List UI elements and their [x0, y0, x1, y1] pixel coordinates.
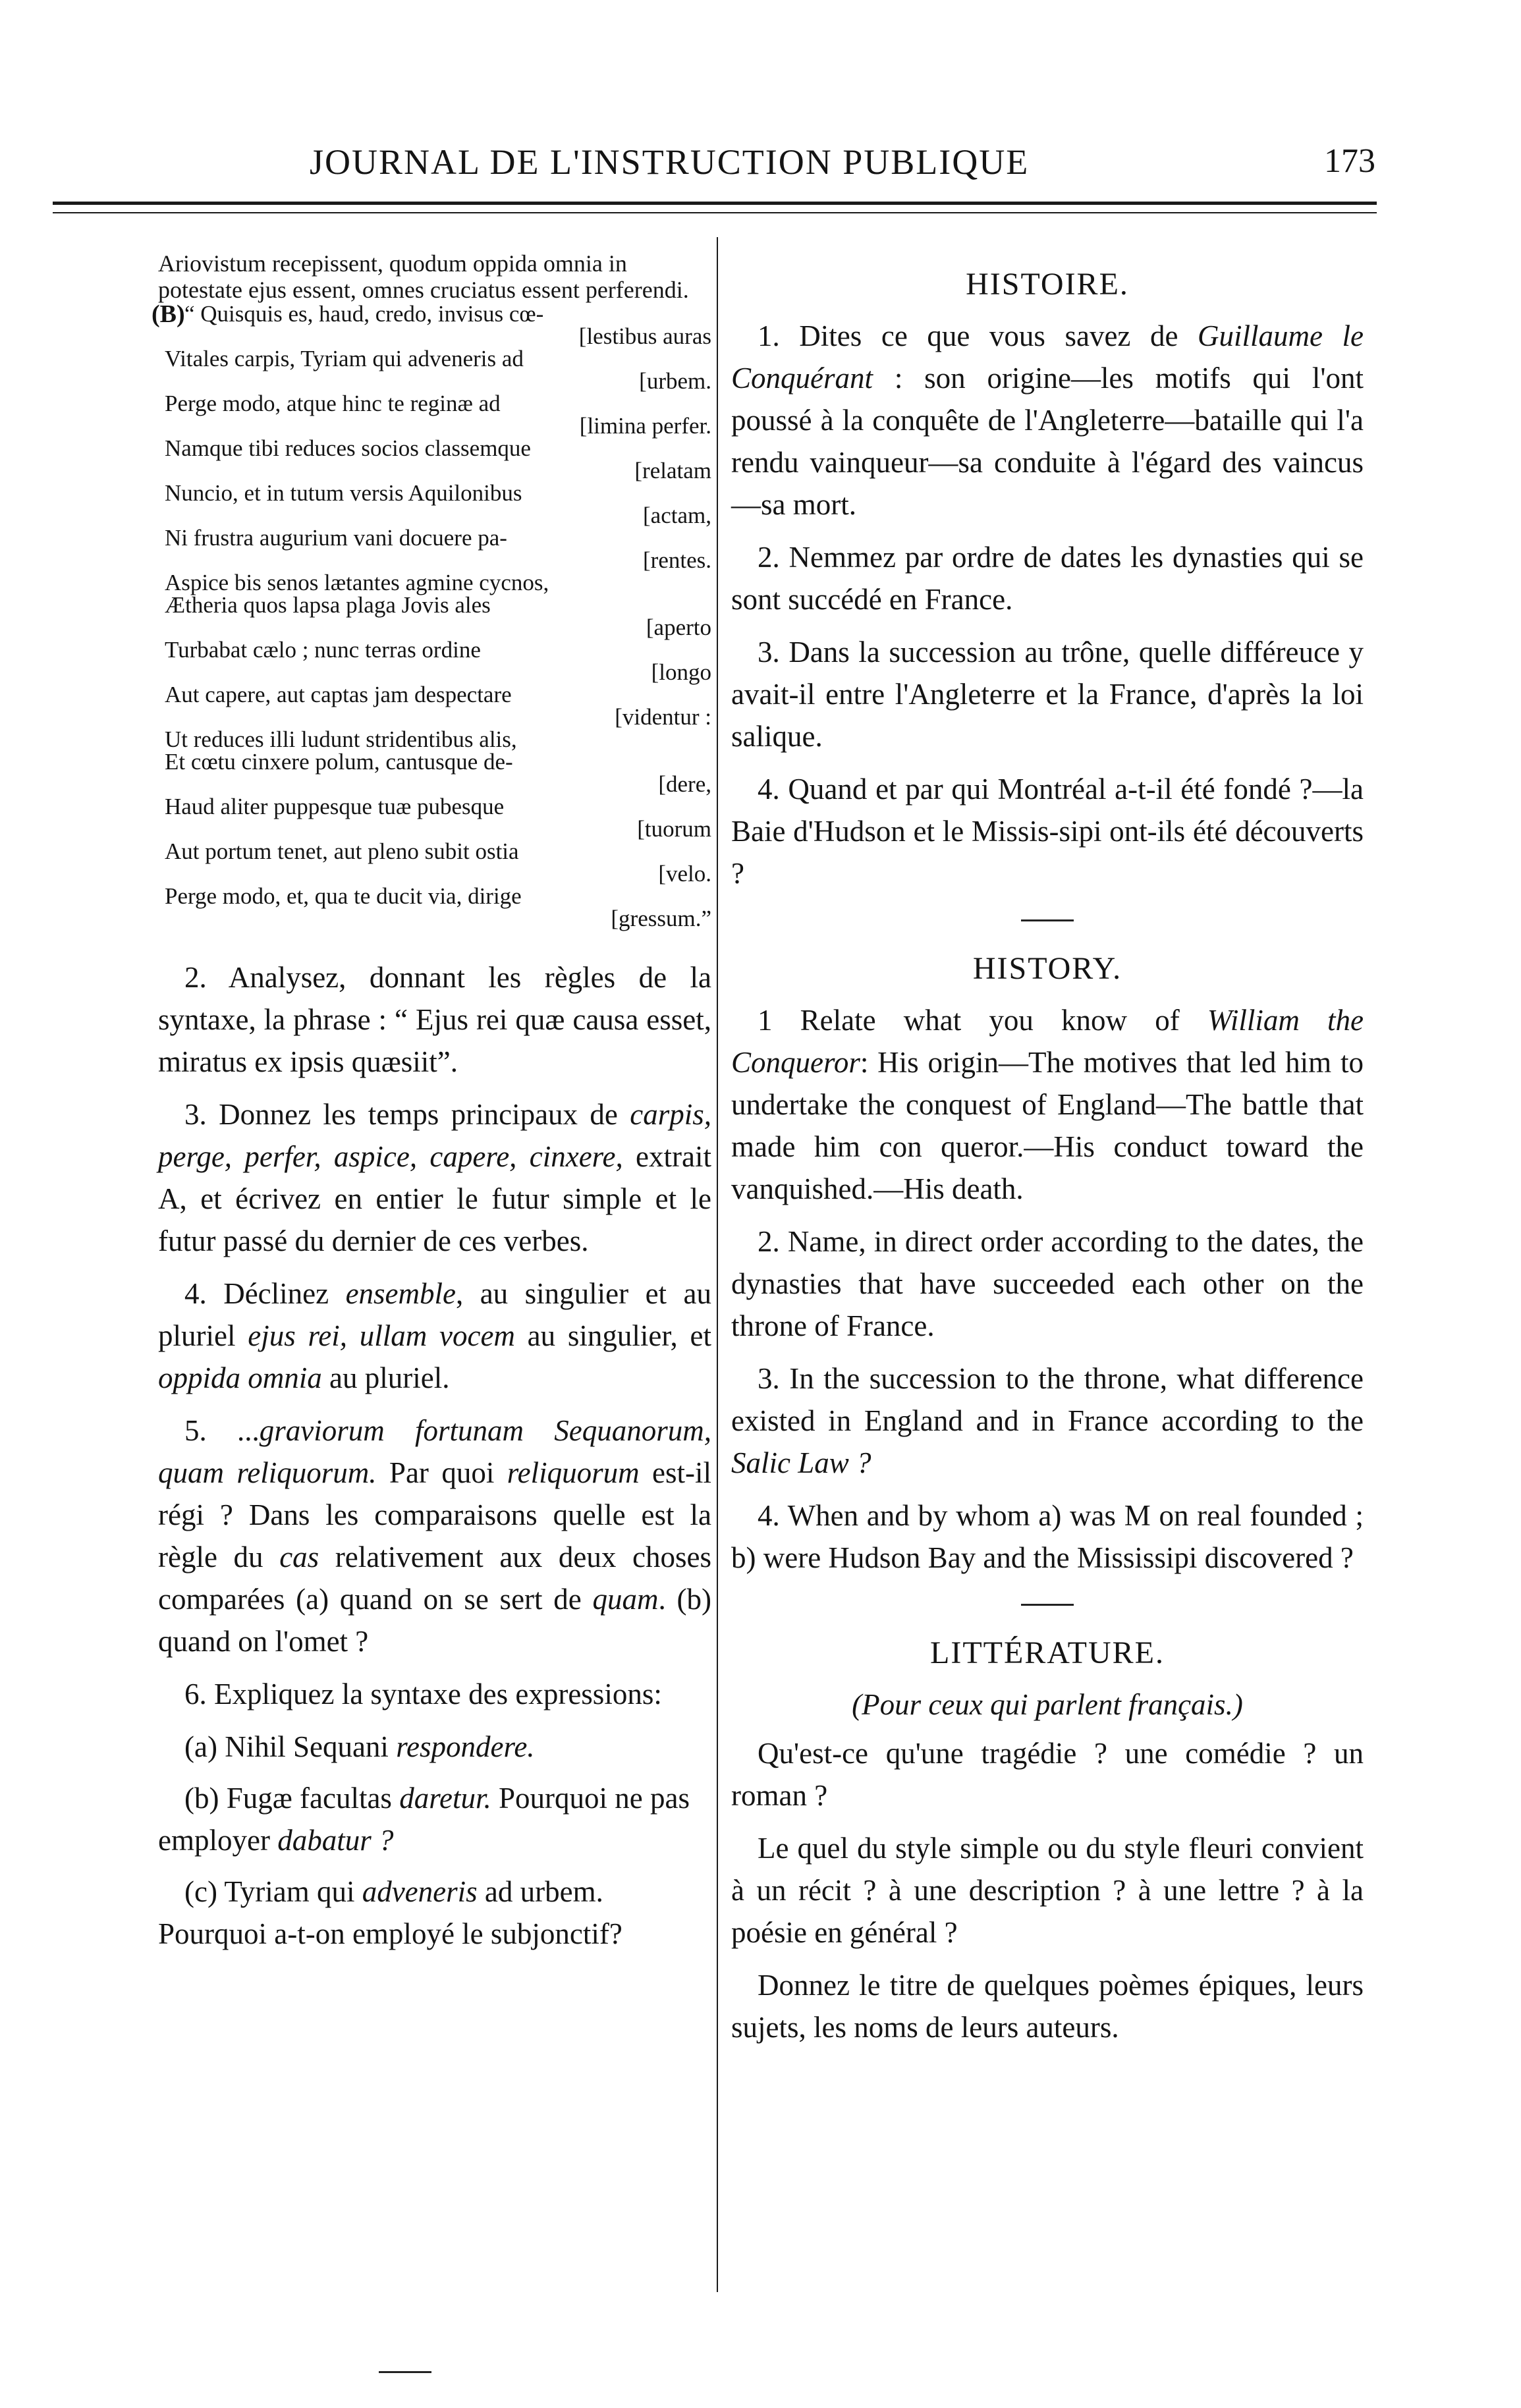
verse-line: [dere, [658, 771, 711, 797]
q4-text: , au singulier et au pluriel [158, 1277, 711, 1352]
section-divider [1021, 1604, 1074, 1606]
verse-line: Aspice bis senos lætantes agmine cycnos, [165, 570, 549, 595]
verse-line: Aut capere, aut captas jam despectare [165, 682, 512, 707]
histoire-question-2: 2. Nemmez par ordre de dates les dynasties qui se sont succédé en France. [731, 541, 1364, 616]
question-6b [158, 1777, 711, 1861]
e3-term: Salic Law ? [731, 1446, 871, 1479]
verse-line: [aperto [646, 615, 711, 640]
q6b-text: (b) Fugæ facultas [184, 1782, 400, 1815]
e3-text: 3. In the succession to the throne, what difference existed in England and in France according to the [731, 1362, 1364, 1437]
history-question-2: 2. Name, in direct order according to the dates, the dynasties that have succeeded each other on the throne of France. [731, 1225, 1364, 1342]
q4-text: au singulier, et [514, 1319, 712, 1352]
question-4 [158, 1272, 711, 1399]
e1-text: 1 Relate what you know of [758, 1004, 1207, 1037]
verse-line: Ni frustra augurium vani docuere pa- [165, 525, 507, 551]
litterature-question-1: Qu'est-ce qu'une tragédie ? une comédie ? un roman ? [731, 1737, 1364, 1812]
question-6c [158, 1871, 711, 1955]
q5-text: relativement aux deux choses comparées (a) quand on se sert de [158, 1541, 711, 1616]
q4-text: au pluriel. [321, 1361, 450, 1394]
verse-line: [urbem. [639, 368, 711, 394]
q3-latin-words: carpis, perge, perfer, aspice, capere, cinxere, [158, 1098, 711, 1173]
q6c-word: adveneris [362, 1875, 478, 1908]
verse-line: Namque tibi reduces socios classemque [165, 435, 531, 461]
history-question-3 [731, 1357, 1364, 1484]
left-column [152, 250, 712, 1964]
verse-line: [tuorum [637, 816, 711, 842]
verse-line: [relatam [634, 458, 711, 483]
q4-word: ejus rei, ullam vocem [248, 1319, 515, 1352]
verse-line: Perge modo, atque hinc te reginæ ad [165, 391, 501, 416]
verse-line: [longo [651, 659, 711, 685]
verse-line: [videntur : [615, 704, 711, 730]
q6b-word: dabatur ? [277, 1824, 394, 1857]
q3-text: 3. Donnez les temps principaux de [184, 1098, 630, 1131]
verse-line: [limina perfer. [579, 413, 711, 439]
q5-word: cas [279, 1541, 319, 1573]
q5-text: 5. ... [184, 1414, 260, 1447]
litterature-subheading: (Pour ceux qui parlent français.) [852, 1688, 1243, 1721]
litterature-question-2: Le quel du style simple ou du style fleuri convient à un récit ? à une description ? à une lettre ? à la poésie en général ? [731, 1832, 1364, 1949]
header-rule-thick [53, 202, 1377, 205]
q5-text: . (b) quand on l'omet ? [158, 1583, 711, 1658]
verse-line: [gressum.” [611, 906, 711, 931]
verse-line: “ Quisquis es, haud, credo, invisus cœ- [184, 301, 544, 327]
verse-line: Haud aliter puppesque tuæ pubesque [165, 794, 505, 819]
verse-line: Et cœtu cinxere polum, cantusque de- [165, 749, 513, 775]
q6b-word: daretur. [399, 1782, 491, 1815]
verse-line: [actam, [643, 503, 711, 528]
q5-word: reliquorum [507, 1456, 640, 1489]
history-question-1 [731, 999, 1364, 1210]
running-title: JOURNAL DE L'INSTRUCTION PUBLIQUE [310, 142, 1030, 182]
verse-line: [rentes. [643, 547, 711, 573]
page-number: 173 [1324, 142, 1375, 180]
h1-text: 1. Dites ce que vous savez de [758, 319, 1198, 352]
history-question-4: 4. When and by whom a) was M on real founded ; b) were Hudson Bay and the Mississipi discovered ? [731, 1499, 1364, 1574]
histoire-question-3: 3. Dans la succession au trône, quelle différeuce y avait-il entre l'Angleterre et la France, d'après la loi salique. [731, 636, 1364, 753]
question-2: 2. Analysez, donnant les règles de la syntaxe, la phrase : “ Ejus rei quæ causa esset, miratus ex ipsis quæsiit”. [158, 961, 711, 1078]
question-3 [158, 1093, 711, 1262]
histoire-heading: HISTOIRE. [966, 267, 1129, 302]
verse-line: [lestibus auras [578, 323, 711, 349]
verse-line: Ætheria quos lapsa plaga Jovis ales [165, 592, 491, 618]
q4-text: 4. Déclinez [184, 1277, 346, 1310]
h1-name: Guillaume le Conquérant [731, 319, 1364, 395]
q5-word: graviorum fortunam Sequanorum, quam reliquorum. [158, 1414, 711, 1489]
latin-verse-extract [152, 300, 711, 931]
histoire-question-4: 4. Quand et par qui Montréal a-t-il été fondé ?—la Baie d'Hudson et le Missis-sipi ont-ils été découverts ? [731, 773, 1364, 890]
q4-word: oppida omnia [158, 1361, 322, 1394]
q6c-text: ad urbem. Pourquoi a-t-on employé le subjonctif? [158, 1875, 622, 1950]
question-6a [158, 1726, 711, 1768]
e1-text: : His origin—The motives that led him to undertake the conquest of England—The battle that made him con queror.—His conduct toward the vanquished.—His death. [731, 1046, 1364, 1205]
verse-line: Nuncio, et in tutum versis Aquilonibus [165, 480, 522, 506]
q6a-word: respondere. [396, 1730, 535, 1763]
verse-line: Aut portum tenet, aut pleno subit ostia [165, 838, 519, 864]
right-column [731, 257, 1364, 2059]
verse-line: Ut reduces illi ludunt stridentibus alis, [165, 726, 517, 752]
verse-line: Vitales carpis, Tyriam qui adveneris ad [165, 346, 524, 371]
q6b-text: Pourquoi ne pas employer [158, 1782, 690, 1857]
litterature-heading: LITTÉRATURE. [930, 1635, 1165, 1670]
header-rule-thin [53, 212, 1377, 213]
q5-text: Par quoi [376, 1456, 507, 1489]
latin-prose-excerpt: Ariovistum recepissent, quodum oppida omnia in potestate ejus essent, omnes cruciatus essent perferendi. [158, 250, 689, 303]
q6c-text: (c) Tyriam qui [184, 1875, 362, 1908]
q4-word: ensemble [345, 1277, 456, 1310]
extract-marker: (B) [152, 300, 185, 328]
h1-text: : son origine—les motifs qui l'ont poussé à la conquête de l'Angleterre—bataille qui l'a rendu vainqueur—sa conduite à l'égard des vaincus—sa mort. [731, 362, 1364, 521]
histoire-question-1 [731, 315, 1364, 526]
q6a-text: (a) Nihil Sequani [184, 1730, 397, 1763]
q3-text-end: extrait A, et écrivez en entier le futur simple et le futur passé du dernier de ces verbes. [158, 1140, 711, 1257]
section-divider [1021, 919, 1074, 921]
column-divider [717, 237, 718, 2292]
e1-name: William the Conqueror [731, 1004, 1364, 1079]
q5-word: quam [592, 1583, 659, 1616]
q5-text: est-il régi ? Dans les comparaisons quelle est la règle du [158, 1456, 711, 1573]
question-5 [158, 1409, 711, 1662]
verse-line: Turbabat cælo ; nunc terras ordine [165, 637, 481, 663]
litterature-question-3: Donnez le titre de quelques poèmes épiques, leurs sujets, les noms de leurs auteurs. [731, 1969, 1364, 2044]
footer-divider [379, 2371, 431, 2373]
verse-line: Perge modo, et, qua te ducit via, dirige [165, 883, 522, 909]
verse-line: [velo. [658, 861, 711, 887]
question-6: 6. Expliquez la syntaxe des expressions: [184, 1678, 662, 1710]
history-heading: HISTORY. [972, 951, 1122, 986]
